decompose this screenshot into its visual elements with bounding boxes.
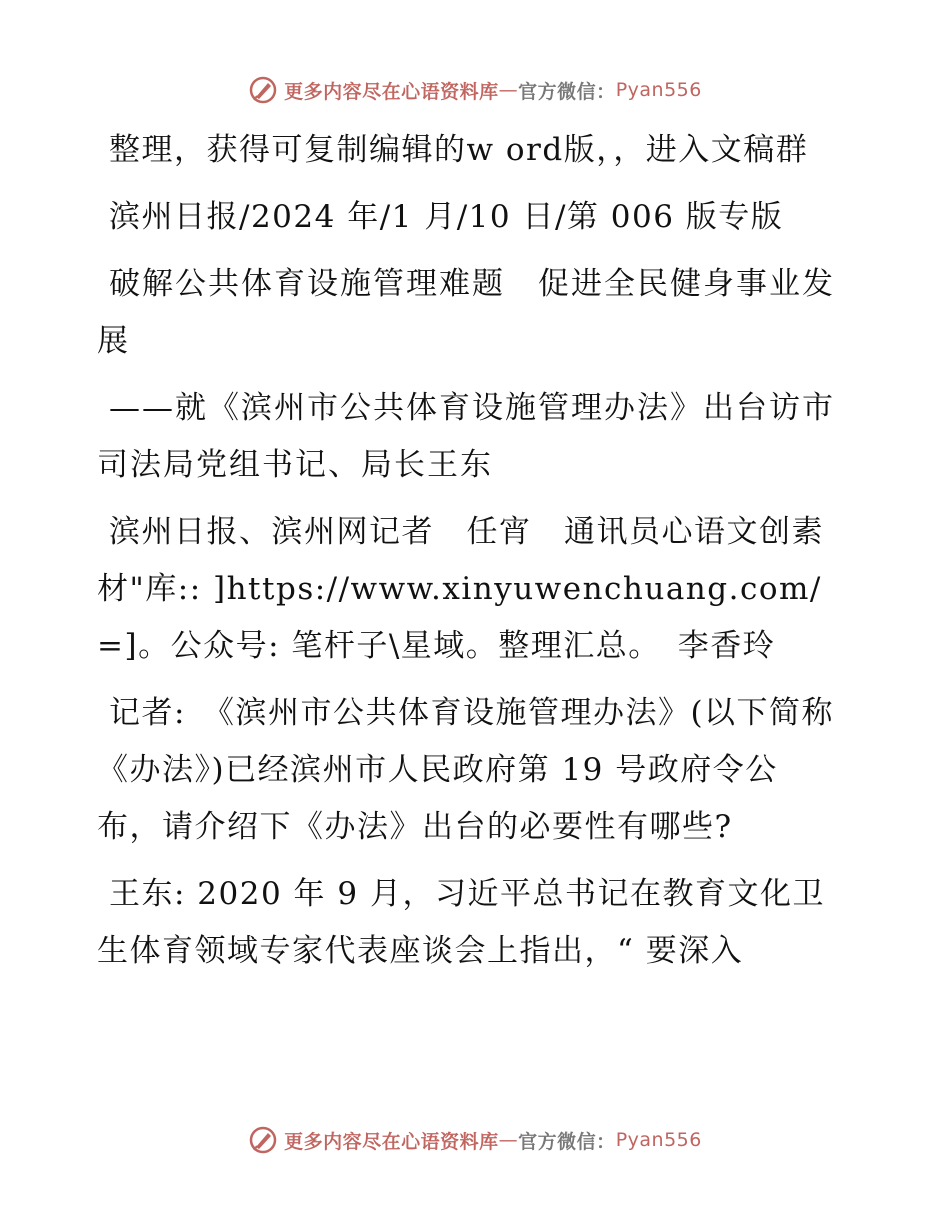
watermark-separator: — <box>498 79 519 101</box>
source-line: 滨州日报/2024 年/1 月/10 日/第 006 版专版 <box>109 199 784 235</box>
watermark-site-text: 更多内容尽在心语资料库 <box>284 80 499 103</box>
quill-pen-logo-icon <box>248 75 278 105</box>
watermark-official-label: 官方微信： <box>518 1130 616 1153</box>
watermark-site-text: 更多内容尽在心语资料库 <box>284 1130 499 1153</box>
document-body <box>97 122 837 990</box>
footer-watermark <box>0 1120 950 1160</box>
watermark-wechat-id: Pyan556 <box>615 1129 702 1151</box>
article-subtitle: ——就《滨州市公共体育设施管理办法》出台访市司法局党组书记、局长王东 <box>97 390 835 483</box>
byline: 滨州日报、滨州网记者 任宵 通讯员心语文创素材"库:: ]https://www.xinyuwenchuang.com/=]。公众号: 笔杆子\星域。整理汇总。 李香玲 <box>97 514 824 664</box>
header-watermark <box>0 70 950 110</box>
article-title: 破解公共体育设施管理难题 促进全民健身事业发展 <box>97 266 835 359</box>
watermark-separator: — <box>498 1129 519 1151</box>
question-paragraph: 记者: 《滨州市公共体育设施管理办法》(以下简称《办法》)已经滨州市人民政府第 19 号政府令公布，请介绍下《办法》出台的必要性有哪些? <box>97 695 835 845</box>
answer-paragraph: 王东: 2020 年 9 月，习近平总书记在教育文化卫生体育领域专家代表座谈会上指出，“ 要深入 <box>97 876 825 969</box>
intro-paragraph: 整理，获得可复制编辑的w ord版，，进入文稿群 <box>109 132 809 168</box>
quill-pen-logo-icon <box>248 1125 278 1155</box>
watermark-wechat-id: Pyan556 <box>615 79 702 101</box>
watermark-official-label: 官方微信： <box>518 80 616 103</box>
